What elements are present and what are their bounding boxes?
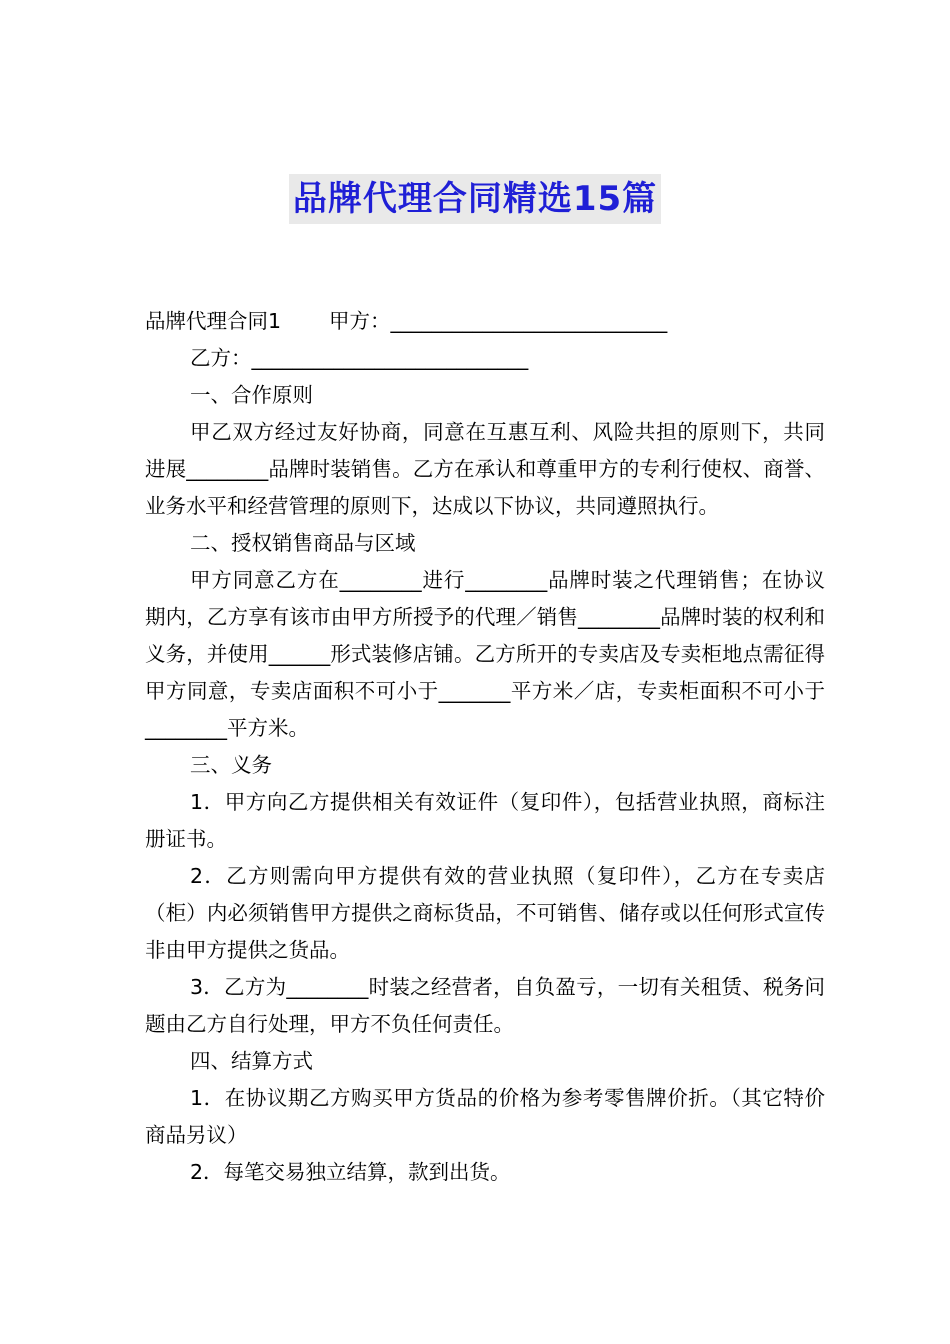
obligation-2: 2．乙方则需向甲方提供有效的营业执照（复印件），乙方在专卖店（柜）内必须销售甲方提供之商标货品，不可销售、储存或以任何形式宣传非由甲方提供之货品。: [145, 864, 825, 962]
title-container: [0, 174, 950, 224]
section-heading-4: 四、结算方式: [190, 1049, 313, 1073]
paragraph-1: 甲乙双方经过友好协商，同意在互惠互利、风险共担的原则下，共同进展________品牌时装销售。乙方在承认和尊重甲方的专利行使权、商誉、业务水平和经营管理的原则下，达成以下协议，共同遵照执行。: [145, 420, 825, 518]
party-a-field: 甲方：___________________________: [329, 309, 668, 333]
obligation-3: 3．乙方为________时装之经营者，自负盈亏，一切有关租赁、税务问题由乙方自行处理，甲方不负任何责任。: [145, 975, 825, 1036]
contract-heading-line: [145, 303, 825, 340]
section-heading-2: 二、授权销售商品与区域: [190, 531, 416, 555]
section-heading-3: 三、义务: [190, 753, 272, 777]
section-heading-1: 一、合作原则: [190, 383, 313, 407]
paragraph-2: 甲方同意乙方在________进行________品牌时装之代理销售；在协议期内，乙方享有该市由甲方所授予的代理／销售________品牌时装的权利和义务，并使用______形式装修店铺。乙方所开的专卖店及专卖柜地点需征得甲方同意，专卖店面积不可小于_______平方米／店，专卖柜面积不可小于________平方米。: [145, 568, 825, 740]
settlement-2: 2．每笔交易独立结算，款到出货。: [190, 1160, 511, 1184]
document-body: [145, 303, 825, 1191]
settlement-1: 1．在协议期乙方购买甲方货品的价格为参考零售牌价折。（其它特价商品另议）: [145, 1086, 825, 1147]
obligation-1: 1．甲方向乙方提供相关有效证件（复印件），包括营业执照，商标注册证书。: [145, 790, 825, 851]
contract-number-label: 品牌代理合同1: [145, 309, 282, 333]
document-title: 品牌代理合同精选15篇: [289, 174, 661, 224]
party-b-field: 乙方：___________________________: [190, 346, 529, 370]
